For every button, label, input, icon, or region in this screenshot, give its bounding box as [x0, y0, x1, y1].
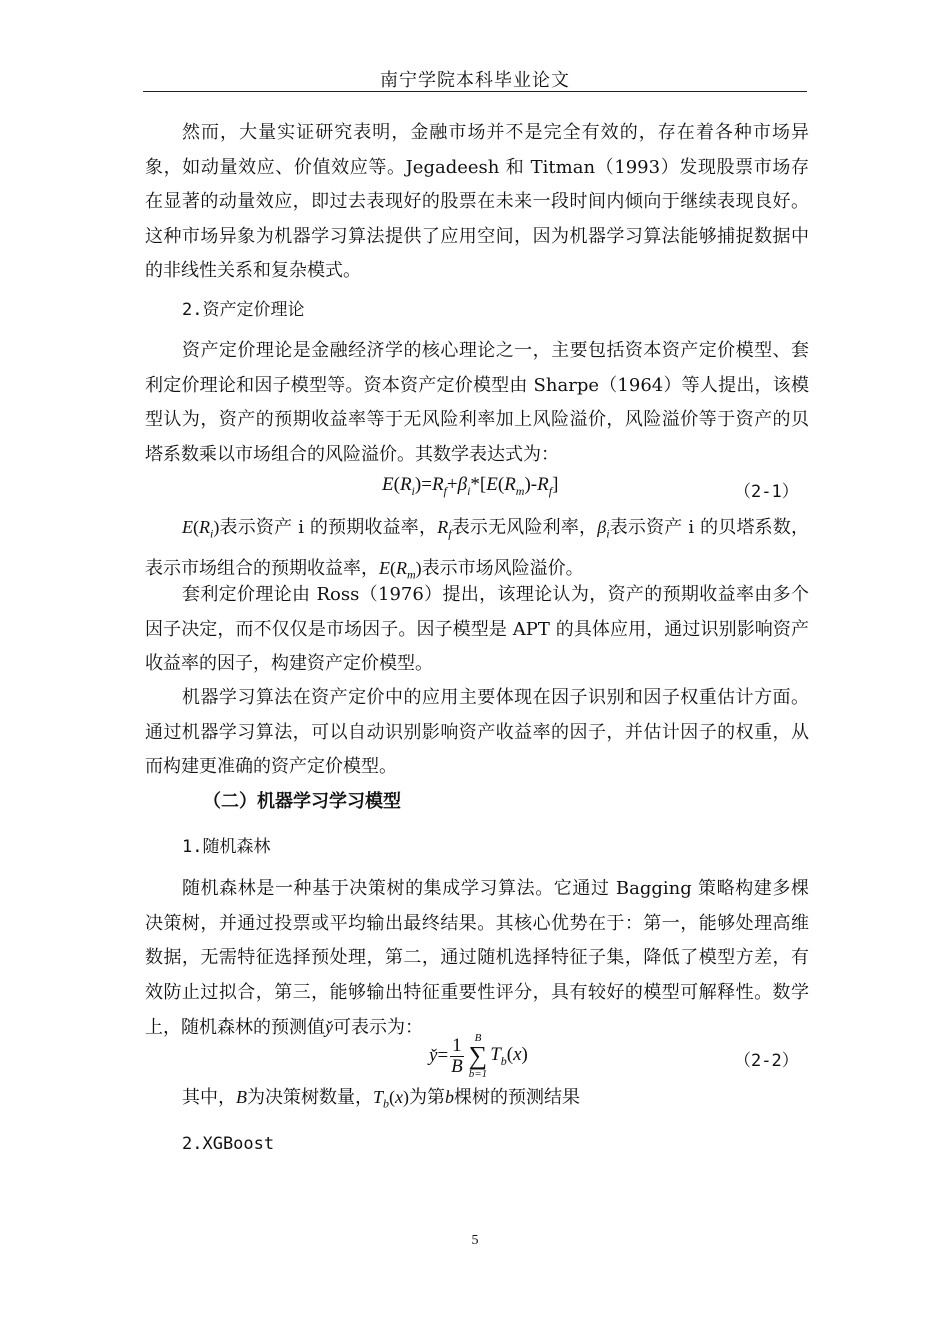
paragraph-apt: 套利定价理论由 Ross（1976）提出，该理论认为，资产的预期收益率由多个因子决定，而不仅仅是市场因子。因子模型是 APT 的具体应用，通过识别影响资产收益率的因子，构建资产定价模型。	[145, 584, 809, 674]
math-b-index: b	[445, 1087, 455, 1107]
subheading-asset-pricing: 2.资产定价理论	[182, 300, 305, 320]
equation-random-forest: y̌= $\frac{1}{B}$ B ∑ b=1 $T_b(x)$	[429, 1032, 528, 1080]
math-b: B	[236, 1087, 247, 1107]
paragraph-rf-variables: 其中，B为决策树数量，$T_b(x)$为第b棵树的预测结果	[182, 1087, 581, 1111]
subheading-xgboost: 2.XGBoost	[182, 1134, 275, 1154]
paragraph-ml-asset-pricing: 机器学习算法在资产定价中的应用主要体现在因子识别和因子权重估计方面。通过机器学习算法，可以自动识别影响资产收益率的因子，并估计因子的权重，从而构建更准确的资产定价模型。	[145, 687, 809, 777]
math-rf: $R_f$	[437, 517, 452, 541]
page-header-title: 南宁学院本科毕业论文	[380, 70, 570, 91]
math-tb-x: $T_b(x)$	[373, 1087, 410, 1111]
fraction-one-over-b: $\frac{1}{B}$	[451, 1034, 463, 1077]
math-e-rm: $E(R_m)$	[379, 558, 422, 582]
summation-symbol: B ∑ b=1	[468, 1032, 488, 1080]
subheading-random-forest: 1.随机森林	[182, 837, 271, 857]
paragraph-capm: 资产定价理论是金融经济学的核心理论之一，主要包括资本资产定价模型、套利定价理论和因子模型等。资本资产定价模型由 Sharpe（1964）等人提出，该模型认为，资产的预期收益率等于无风险利率加上风险溢价，风险溢价等于资产的贝塔系数乘以市场组合的风险溢价。其数学表达式为：	[145, 340, 809, 465]
header-divider	[143, 91, 807, 92]
page-number: 5	[471, 1233, 479, 1248]
paragraph-random-forest: 随机森林是一种基于决策树的集成学习算法。它通过 Bagging 策略构建多棵决策树，并通过投票或平均输出最终结果。其核心优势在于：第一，能够处理高维数据，无需特征选择预处理，第二，通过随机选择特征子集，降低了模型方差，有效防止过拟合，第三，能够输出特征重要性评分，具有较好的模型可解释性。数学上，随机森林的预测值y̌可表示为：	[145, 878, 809, 1038]
section-heading-ml-models: （二）机器学习学习模型	[203, 791, 401, 812]
equation-number-2-2: （2-2）	[734, 1051, 799, 1071]
math-e-ri: $E(R_i)$	[182, 517, 220, 541]
paragraph-capm-variables: $E(R_i)$表示资产 i 的预期收益率，$R_f$表示无风险利率，$\beta_i$表示资产 i 的贝塔系数，表示市场组合的预期收益率，$E(R_m)$表示市场风险溢价。	[145, 517, 810, 582]
equation-number-2-1: （2-1）	[734, 482, 799, 502]
math-beta-i: $\beta_i$	[597, 517, 610, 541]
math-yhat-inline: y̌	[325, 1017, 333, 1037]
paragraph-market-anomaly: 然而，大量实证研究表明，金融市场并不是完全有效的，存在着各种市场异象，如动量效应、价值效应等。Jegadeesh 和 Titman（1993）发现股票市场存在显著的动量效应，即过去表现好的股票在未来一段时间内倾向于继续表现良好。这种市场异象为机器学习算法提供了应用空间，因为机器学习算法能够捕捉数据中的非线性关系和复杂模式。	[145, 122, 809, 281]
equation-capm: $E(R_i)=R_f+\beta_i*[E(R_m)-R_f]$	[382, 474, 559, 498]
